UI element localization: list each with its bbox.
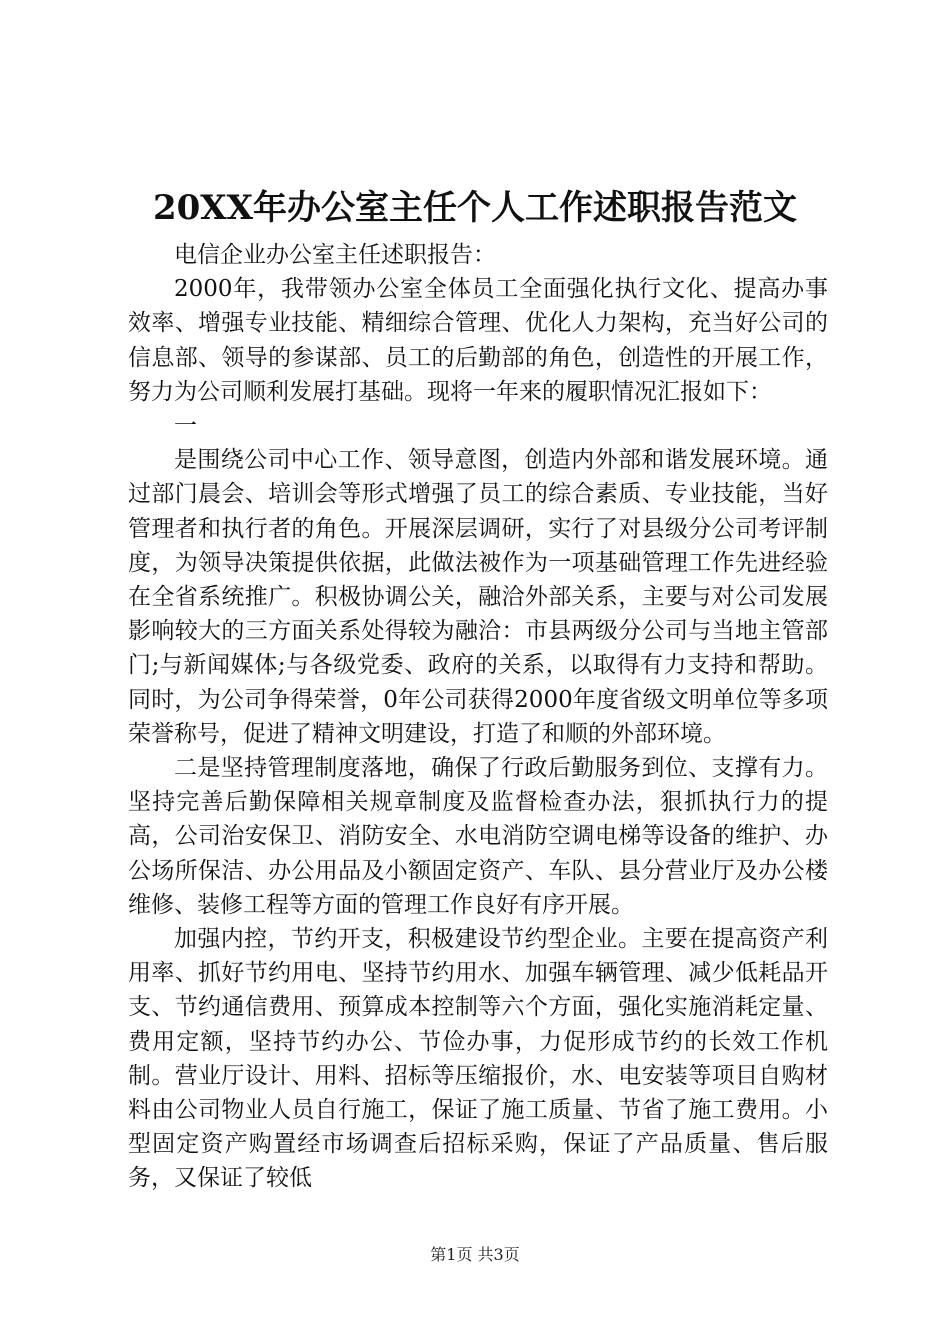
document-body: [128, 238, 828, 1196]
paragraph-section-two: 二是坚持管理制度落地，确保了行政后勤服务到位、支撑有力。坚持完善后勤保障相关规章制度及监督检查办法，狠抓执行力的提高，公司治安保卫、消防安全、水电消防空调电梯等设备的维护、办公场所保洁、办公用品及小额固定资产、车队、县分营业厅及办公楼维修、装修工程等方面的管理工作良好有序开展。: [128, 755, 828, 918]
paragraph-section-one: 是围绕公司中心工作、领导意图，创造内外部和谐发展环境。通过部门晨会、培训会等形式增强了员工的综合素质、专业技能，当好管理者和执行者的角色。开展深层调研，实行了对县级分公司考评制度，为领导决策提供依据，此做法被作为一项基础管理工作先进经验在全省系统推广。积极协调公关，融洽外部关系，主要与对公司发展影响较大的三方面关系处得较为融洽：市县两级分公司与当地主管部门;与新闻媒体;与各级党委、政府的关系，以取得有力支持和帮助。同时，为公司争得荣誉，0年公司获得2000年度省级文明单位等多项荣誉称号，促进了精神文明建设，打造了和顺的外部环境。: [128, 447, 828, 747]
page-footer: 第1页 共3页: [430, 1245, 520, 1264]
paragraph-cost-control: 加强内控，节约开支，积极建设节约型企业。主要在提高资产利用率、抓好节约用电、坚持节约用水、加强车辆管理、减少低耗品开支、节约通信费用、预算成本控制等六个方面，强化实施消耗定量、费用定额，坚持节约办公、节俭办事，力促形成节约的长效工作机制。营业厅设计、用料、招标等压缩报价，水、电安装等项目自购材料由公司物业人员自行施工，保证了施工质量、节省了施工费用。小型固定资产购置经市场调查后招标采购，保证了产品质量、售后服务，又保证了较低: [128, 926, 828, 1192]
paragraph-intro: 2000年，我带领办公室全体员工全面强化执行文化、提高办事效率、增强专业技能、精细综合管理、优化人力架构，充当好公司的信息部、领导的参谋部、员工的后勤部的角色，创造性的开展工作，努力为公司顺利发展打基础。现将一年来的履职情况汇报如下：: [128, 276, 828, 405]
paragraph-salutation: 电信企业办公室主任述职报告：: [174, 242, 496, 268]
document-title: 20XX年办公室主任个人工作述职报告范文: [152, 188, 798, 228]
paragraph-marker-one: 一: [174, 413, 197, 440]
